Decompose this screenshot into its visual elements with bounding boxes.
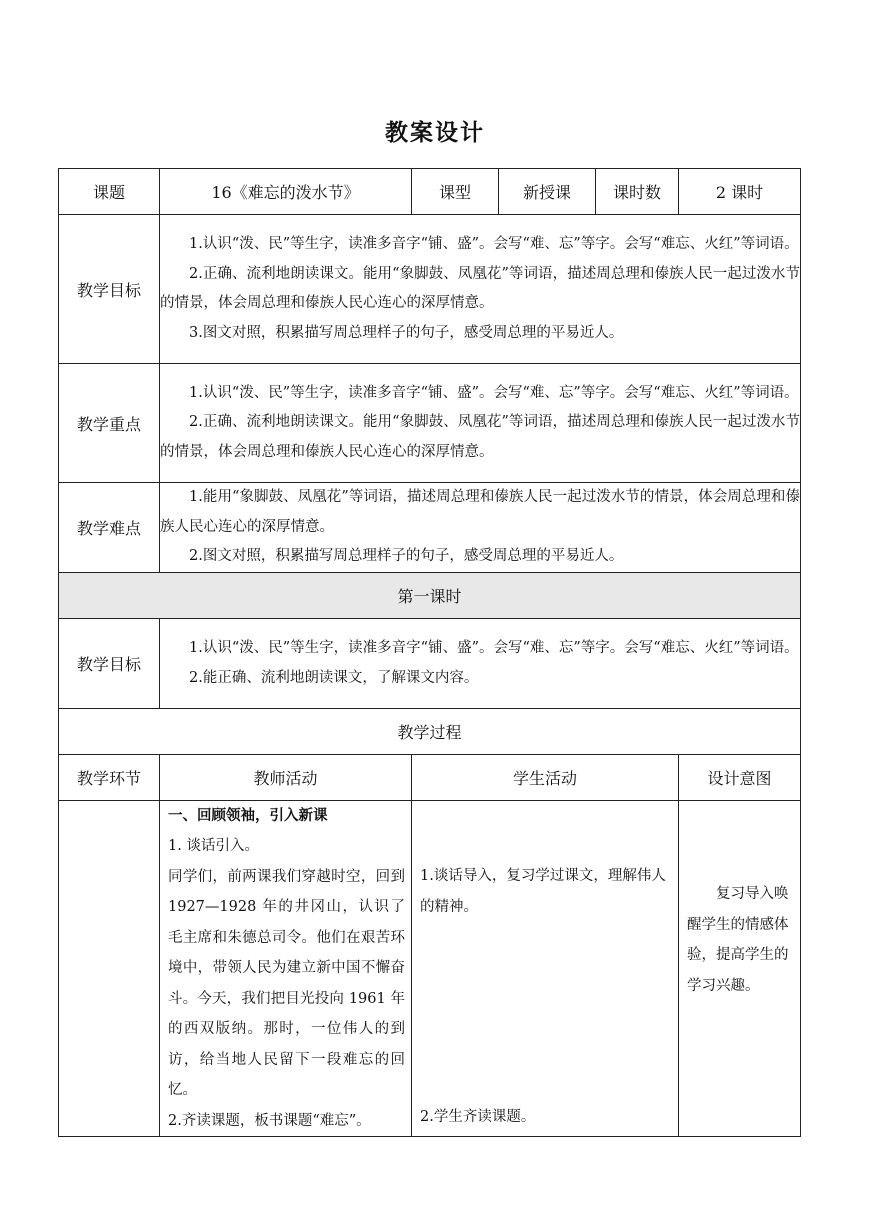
first-lesson-heading: 第一课时: [59, 573, 801, 619]
hours-label: 课时数: [596, 169, 679, 215]
goal-item: 3.图文对照，积累描写周总理样子的句子，感受周总理的平易近人。: [189, 324, 624, 341]
page-title: 教案设计: [385, 119, 485, 146]
key-points-content: [160, 364, 801, 483]
key-points-label: 教学重点: [59, 364, 160, 483]
type-value: 新授课: [499, 169, 596, 215]
goals-content: [160, 215, 801, 364]
type-label: 课型: [412, 169, 499, 215]
difficulties-label: 教学难点: [59, 483, 160, 573]
teacher-section-title: 一、回顾领袖，引入新课: [168, 807, 328, 824]
teacher-activity-cell: [160, 801, 412, 1137]
process-heading: 教学过程: [59, 709, 801, 755]
difficulties-row: [59, 483, 801, 573]
first-lesson-goal-item: 1.认识“泼、民”等生字，读准多音字“铺、盛”。会写“难、忘”等字。会写“难忘、火红”等词语。: [189, 640, 799, 656]
key-point-item: 2.正确、流利地朗读课文。能用“象脚鼓、凤凰花”等词语，描述周总理和傣族人民一起过泼水节的情景，体会周总理和傣族人民心连心的深厚情意。: [160, 414, 800, 460]
goals-row: [59, 215, 801, 364]
difficulty-item: 2.图文对照，积累描写周总理样子的句子，感受周总理的平易近人。: [189, 548, 624, 565]
first-lesson-goals-row: [59, 619, 801, 709]
topic-value: 16《难忘的泼水节》: [160, 169, 412, 215]
design-intent-cell: [679, 801, 801, 1137]
design-intent-text: 复习导入唤醒学生的情感体验，提高学生的学习兴趣。: [687, 886, 789, 994]
header-row: [59, 169, 801, 215]
student-item-2: 2.学生齐读课题。: [420, 1108, 536, 1125]
difficulty-item: 1.能用“象脚鼓、凤凰花”等词语，描述周总理和傣族人民一起过泼水节的情景，体会周总理和傣族人民心连心的深厚情意。: [160, 489, 800, 535]
key-points-row: [59, 364, 801, 483]
col-teacher: 教师活动: [160, 755, 412, 801]
teacher-step-1: 1. 谈话引入。: [168, 838, 259, 854]
difficulties-content: [160, 483, 801, 573]
first-lesson-goal-item: 2.能正确、流利地朗读课文，了解课文内容。: [189, 669, 479, 686]
student-item-1: 1.谈话导入，复习学过课文，理解伟人的精神。: [420, 868, 666, 915]
topic-label: 课题: [59, 169, 160, 215]
lesson-plan-table: [58, 168, 801, 1137]
process-row: [59, 801, 801, 1137]
first-lesson-heading-row: [59, 573, 801, 619]
first-lesson-goals-content: [160, 619, 801, 709]
goals-label: 教学目标: [59, 215, 160, 364]
student-activity-cell: [412, 801, 679, 1137]
hours-value: 2 课时: [679, 169, 801, 215]
col-student: 学生活动: [412, 755, 679, 801]
col-intent: 设计意图: [679, 755, 801, 801]
first-lesson-goals-label: 教学目标: [59, 619, 160, 709]
col-stage: 教学环节: [59, 755, 160, 801]
process-heading-row: [59, 709, 801, 755]
stage-cell: [59, 801, 160, 1137]
goal-item: 1.认识“泼、民”等生字，读准多音字“铺、盛”。会写“难、忘”等字。会写“难忘、火红”等词语。: [189, 236, 799, 252]
teacher-step-2: 2.齐读课题，板书课题“难忘”。: [168, 1112, 371, 1129]
goal-item: 2.正确、流利地朗读课文。能用“象脚鼓、凤凰花”等词语，描述周总理和傣族人民一起过泼水节的情景，体会周总理和傣族人民心连心的深厚情意。: [160, 265, 800, 311]
teacher-text: 同学们，前两课我们穿越时空，回到 1927—1928 年的井冈山，认识了毛主席和朱德总司令。他们在艰苦环境中，带领人民为建立新中国不懈奋斗。今天，我们把目光投向 1961 年的西双版纳。那时，一位伟人的到访，给当地人民留下一段难忘的回忆。: [168, 868, 405, 1098]
key-point-item: 1.认识“泼、民”等生字，读准多音字“铺、盛”。会写“难、忘”等字。会写“难忘、火红”等词语。: [189, 384, 799, 401]
process-columns-row: [59, 755, 801, 801]
